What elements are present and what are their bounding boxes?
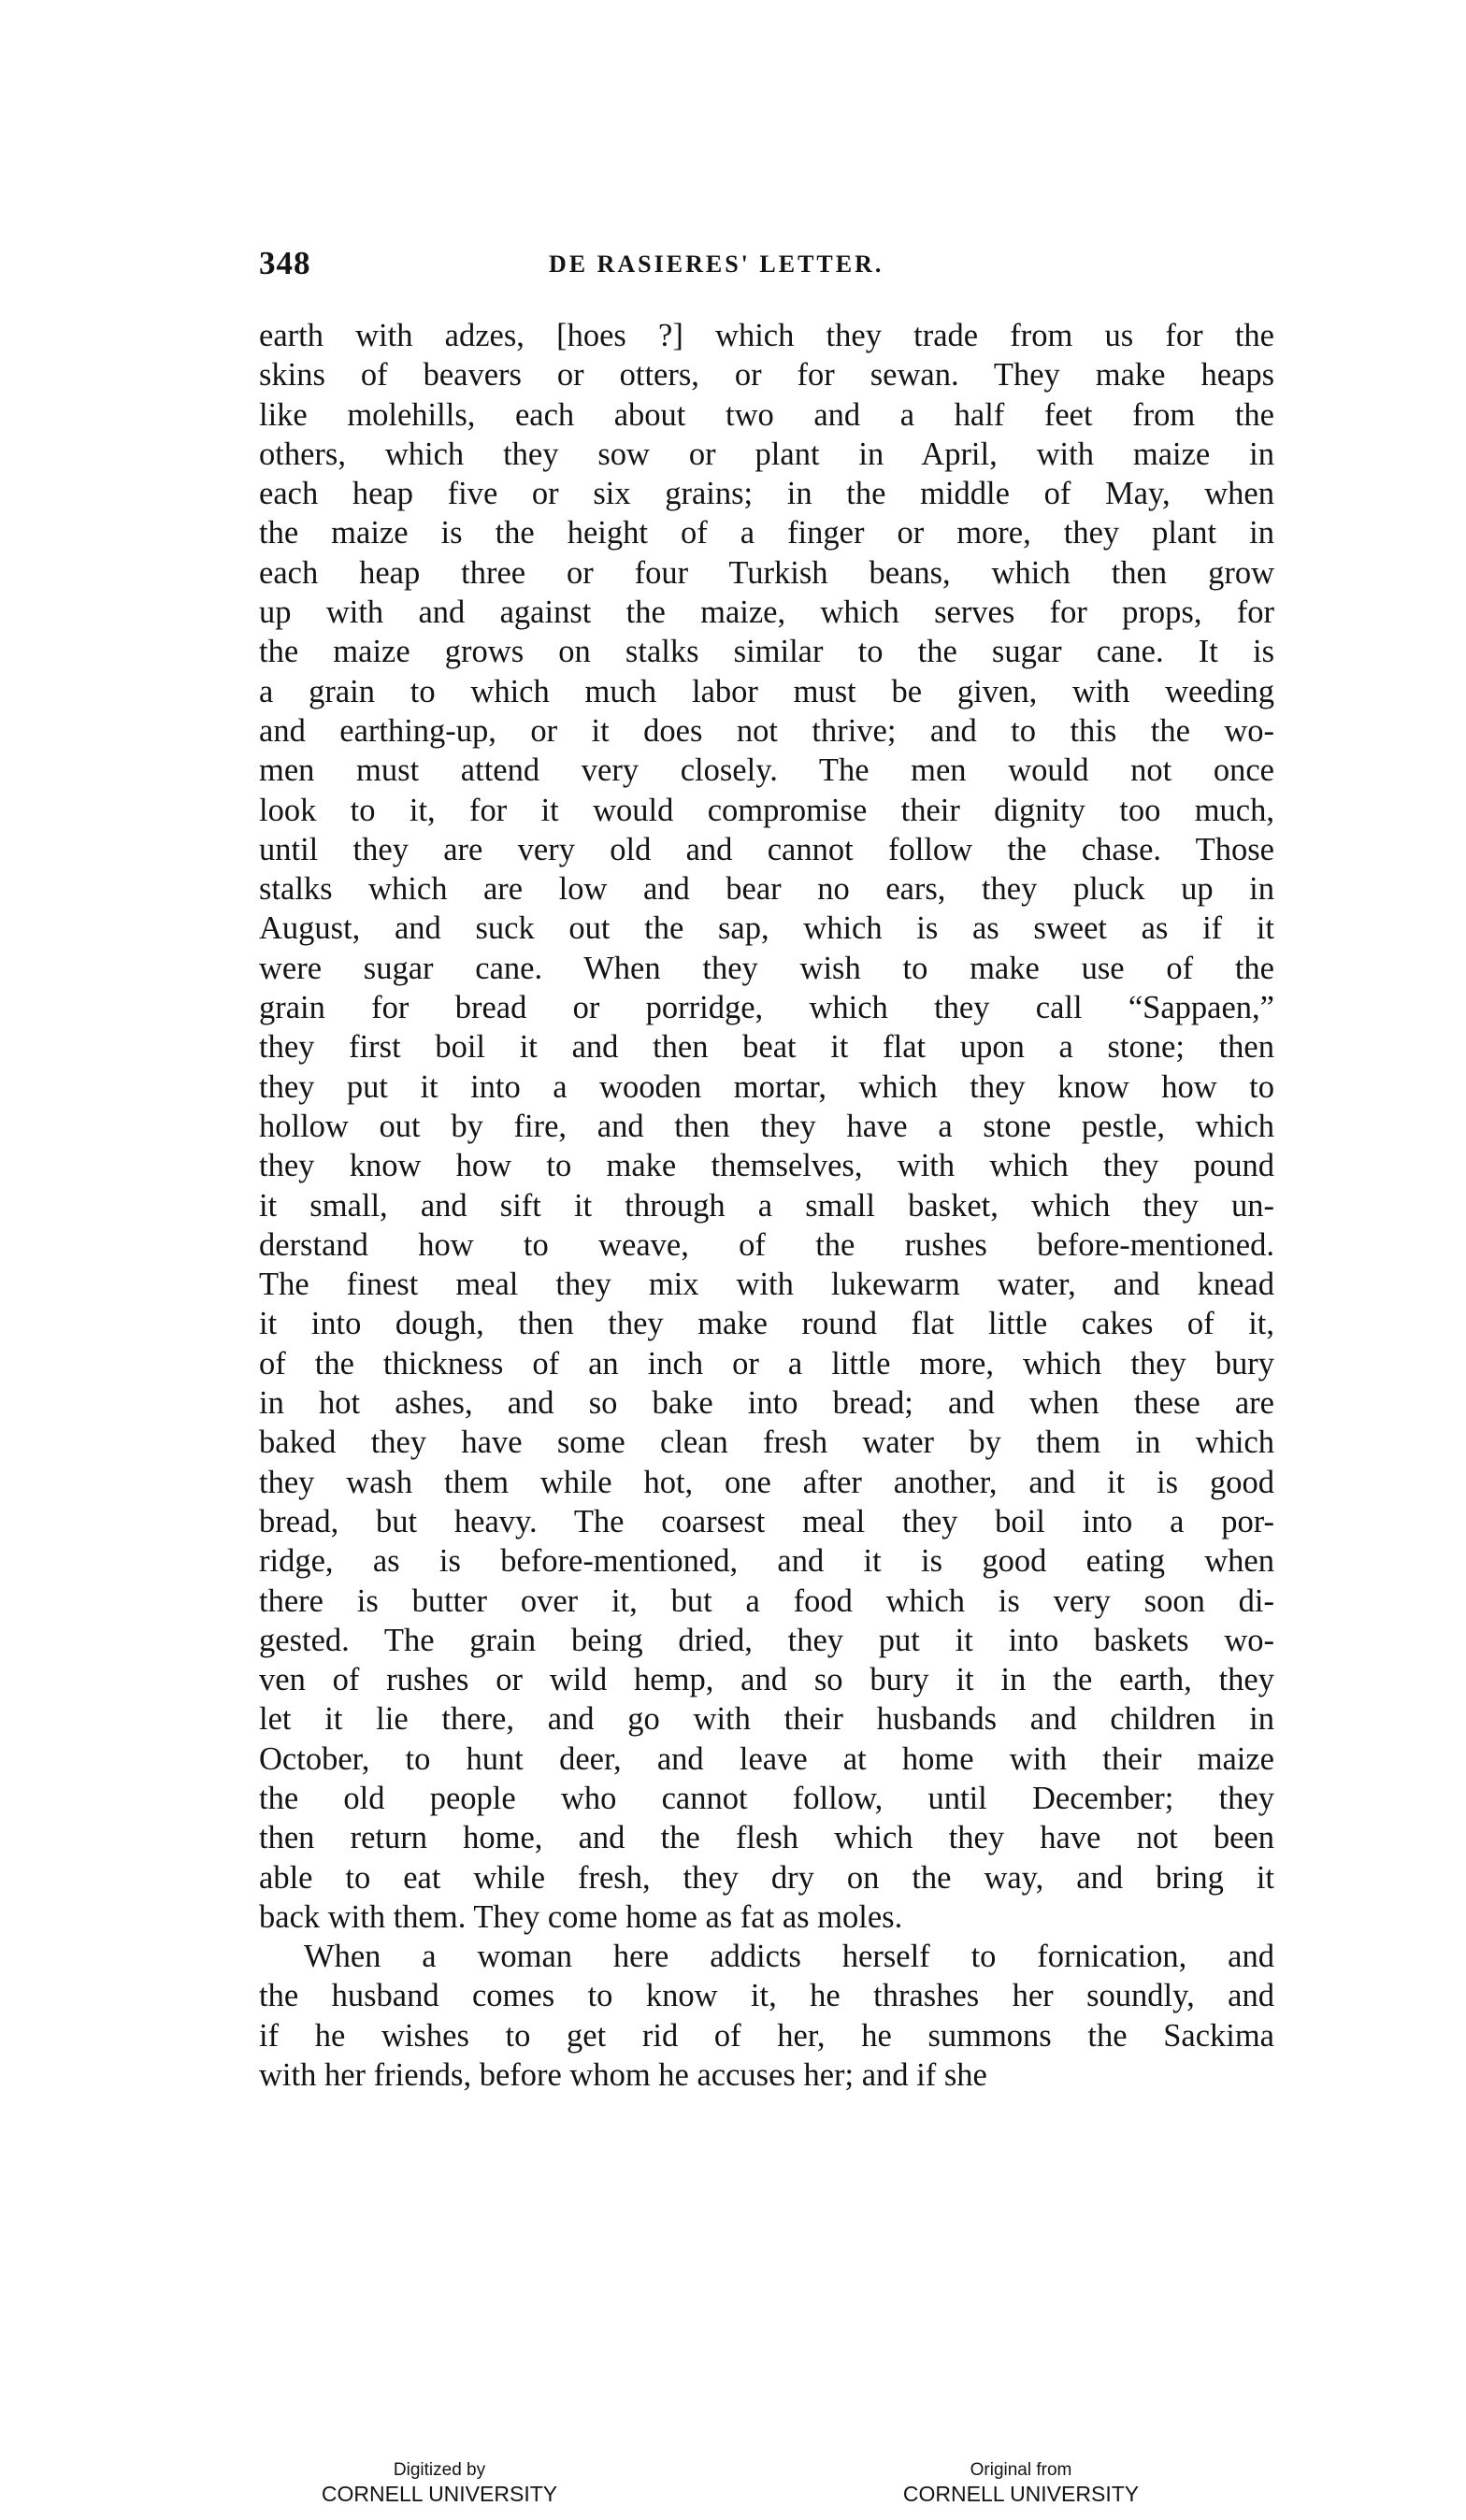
text-line: there is butter over it, but a food which is very soon di- <box>259 1582 1274 1619</box>
original-from-institution: CORNELL UNIVERSITY <box>902 2482 1140 2506</box>
text-line: look to it, for it would compromise their dignity too much, <box>259 792 1274 828</box>
text-line: grain for bread or porridge, which they call “Sappaen,” <box>259 990 1274 1026</box>
text-line: were sugar cane. When they wish to make use of the <box>259 950 1274 986</box>
text-line: and earthing-up, or it does not thrive; and to this the wo- <box>259 712 1274 749</box>
text-line: able to eat while fresh, they dry on the way, and bring it <box>259 1859 1274 1896</box>
text-line: August, and suck out the sap, which is as sweet as if it <box>259 910 1274 947</box>
paragraph <box>259 316 1274 1937</box>
text-line: skins of beavers or otters, or for sewan. They make heaps <box>259 357 1274 394</box>
digitized-by-institution: CORNELL UNIVERSITY <box>321 2482 558 2506</box>
text-line: up with and against the maize, which serves for props, for <box>259 594 1274 631</box>
text-line: others, which they sow or plant in April, with maize in <box>259 436 1274 472</box>
text-line: until they are very old and cannot follow the chase. Those <box>259 831 1274 867</box>
text-line: The finest meal they mix with lukewarm water, and knead <box>259 1267 1274 1303</box>
page-number: 348 <box>259 245 311 281</box>
text-line: men must attend very closely. The men would not once <box>259 752 1274 789</box>
running-head: DE RASIERES' LETTER. <box>549 251 884 278</box>
text-line: it small, and sift it through a small basket, which they un- <box>259 1187 1274 1224</box>
text-line: the maize grows on stalks similar to the sugar cane. It is <box>259 634 1274 670</box>
text-line: of the thickness of an inch or a little more, which they bury <box>259 1345 1274 1382</box>
original-from-credit <box>853 2460 1189 2507</box>
text-line: each heap three or four Turkish beans, which then grow <box>259 554 1274 591</box>
text-line: they wash them while hot, one after another, and it is good <box>259 1464 1274 1500</box>
text-line: with her friends, before whom he accuses her; and if she <box>259 2057 987 2094</box>
text-line: derstand how to weave, of the rushes before-mentioned. <box>259 1226 1274 1263</box>
text-line: the husband comes to know it, he thrashes her soundly, and <box>259 1978 1274 2014</box>
text-line: they know how to make themselves, with which they pound <box>259 1148 1274 1184</box>
text-line: let it lie there, and go with their husbands and children in <box>259 1701 1274 1738</box>
text-line: When a woman here addicts herself to fornication, and <box>304 1939 1274 1975</box>
text-line: October, to hunt deer, and leave at home with their maize <box>259 1740 1274 1777</box>
text-line: like molehills, each about two and a half feet from the <box>259 396 1274 433</box>
text-line: each heap five or six grains; in the middle of May, when <box>259 476 1274 512</box>
page-header <box>259 245 1274 292</box>
digitized-by-credit <box>271 2460 608 2507</box>
text-line: ven of rushes or wild hemp, and so bury it in the earth, they <box>259 1662 1274 1698</box>
text-line: the old people who cannot follow, until December; they <box>259 1780 1274 1816</box>
text-line: they first boil it and then beat it flat upon a stone; then <box>259 1029 1274 1066</box>
paragraph <box>259 1937 1274 2095</box>
text-line: in hot ashes, and so bake into bread; and when these are <box>259 1385 1274 1422</box>
text-line: it into dough, then they make round flat little cakes of it, <box>259 1306 1274 1342</box>
text-line: the maize is the height of a finger or more, they plant in <box>259 515 1274 551</box>
footer <box>0 2460 1466 2516</box>
digitized-by-caption: Digitized by <box>393 2460 486 2480</box>
text-line: back with them. They come home as fat as moles. <box>259 1898 903 1935</box>
text-line: baked they have some clean fresh water by them in which <box>259 1425 1274 1461</box>
text-line: hollow out by fire, and then they have a stone pestle, which <box>259 1108 1274 1144</box>
text-line: a grain to which much labor must be given, with weeding <box>259 673 1274 709</box>
text-line: they put it into a wooden mortar, which they know how to <box>259 1068 1274 1105</box>
text-line: earth with adzes, [hoes ?] which they trade from us for the <box>259 318 1274 353</box>
text-line: if he wishes to get rid of her, he summons the Sackima <box>259 2017 1274 2054</box>
text-line: gested. The grain being dried, they put it into baskets wo- <box>259 1622 1274 1658</box>
text-line: stalks which are low and bear no ears, they pluck up in <box>259 871 1274 908</box>
text-line: ridge, as is before-mentioned, and it is good eating when <box>259 1543 1274 1580</box>
text-line: bread, but heavy. The coarsest meal they boil into a por- <box>259 1503 1274 1539</box>
body-text <box>259 316 1274 2095</box>
text-line: then return home, and the flesh which they have not been <box>259 1820 1274 1856</box>
original-from-caption: Original from <box>970 2460 1072 2480</box>
